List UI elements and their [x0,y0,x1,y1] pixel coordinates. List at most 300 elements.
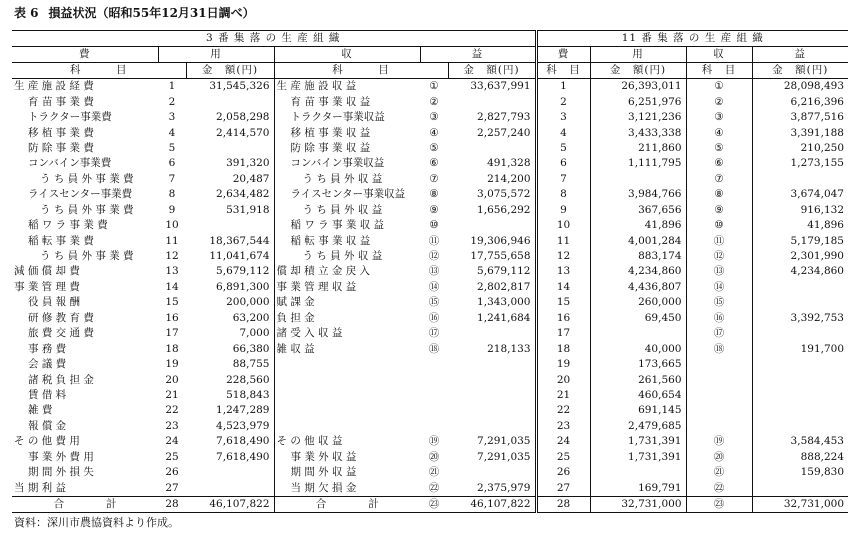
expense-item-number: 22 [165,404,179,417]
b-income-amount: 5,179,185 [790,234,844,247]
b-income-amount: 3,674,047 [790,188,844,201]
total-row [12,496,848,512]
b-expense-number: 20 [536,372,590,387]
income-item-number: ⑲ [428,435,440,448]
b-expense-number: 22 [536,403,590,418]
income-item-label: 諸 受 入 収 益 [276,327,343,340]
table-row [12,465,848,480]
income-item-label: 期 間 外 収 益 [290,466,357,479]
expense-item-label: 役 員 報 酬 [28,296,81,309]
b-expense-header: 費 [536,47,590,63]
total-label: 合 計 [274,496,420,512]
expense-item-number: 4 [168,126,176,139]
b-expense-number: 21 [536,388,590,403]
income-amount: 1,241,684 [448,311,536,326]
b-expense-number: 19 [536,357,590,372]
expense-item-number: 3 [168,111,176,124]
b-expense-amount: 173,665 [590,357,686,372]
b-expense-number: 25 [536,450,590,465]
income-item-number: ⑯ [428,311,440,324]
table-row [12,450,848,465]
expense-item-number: 13 [165,265,179,278]
item-header: 科 目 [12,63,186,79]
b-expense-amount: 3,121,236 [590,110,686,125]
income-item-label: ライスセンター事業収益 [290,188,406,201]
expense-amount [186,94,274,109]
income-amount: 19,306,946 [448,233,536,248]
table-row [12,187,848,202]
expense-amount: 5,679,112 [186,264,274,279]
income-amount: 2,827,793 [448,110,536,125]
expense-amount: 66,380 [186,341,274,356]
b-expense-amount: 2,479,685 [590,419,686,434]
table-row [12,372,848,387]
expense-amount: 2,634,482 [186,187,274,202]
income-item-number: ⑦ [429,172,439,185]
b-income-number: ⑨ [686,203,752,218]
expense-item-label: 稲 ワ ラ 事 業 費 [28,219,108,232]
income-item-label: う ち 員 外 収 益 [302,250,383,263]
expense-item-label: 稲 転 事 業 費 [28,234,94,247]
b-income-number: ⑪ [686,233,752,248]
expense-item-label: 生 産 施 設 経 費 [14,80,94,93]
income-amount [448,357,536,372]
b-expense-amount: 211,860 [590,141,686,156]
b-income-number [686,357,752,372]
b-expense-amount: 169,791 [590,480,686,496]
income-amount: 2,802,817 [448,280,536,295]
table-caption: 損益状況（昭和55年12月31日調べ） [48,6,255,20]
income-item-number: ② [429,95,439,108]
b-expense-amount: 41,896 [590,218,686,233]
b-income-amount: 191,700 [800,342,844,355]
expense-item-label: 減 価 償 却 費 [14,265,80,278]
expense-amount: 31,545,326 [186,79,274,95]
income-amount: 218,133 [448,341,536,356]
expense-item-number: 11 [165,234,179,247]
income-item-number: ⑥ [429,157,439,170]
expense-item-number: 10 [165,219,179,232]
expense-item-label: ライスセンター事業費 [28,188,133,201]
expense-item-label: コンバイン事業費 [28,157,112,170]
b-income-amount: 4,234,860 [790,265,844,278]
b-income-number [686,372,752,387]
income-item-label: 事 業 外 収 益 [290,450,357,463]
header-row-group [12,31,848,47]
b-expense-amount: 4,234,860 [590,264,686,279]
b-income-number [686,388,752,403]
expense-item-number: 2 [168,95,176,108]
b-expense-number: 27 [536,480,590,496]
income-amount [448,372,536,387]
income-item-number: ⑤ [429,141,439,154]
b-expense-number: 23 [536,419,590,434]
income-amount: 7,291,035 [448,434,536,449]
b-expense-amount: 3,433,338 [590,125,686,140]
expense-item-number: 16 [165,311,179,324]
b-expense-amount: 3,984,766 [590,187,686,202]
b-income-amount: 2,301,990 [790,250,844,263]
income-item-label: コンバイン事業収益 [290,157,385,170]
b-income-amount [752,357,848,372]
amount-header: 金 額(円) [590,63,686,79]
income-amount: 214,200 [448,172,536,187]
expense-item-label: 事 務 費 [28,342,67,355]
b-total-expense-amount: 32,731,000 [590,496,686,512]
b-expense-amount: 260,000 [590,295,686,310]
income-item-number: ⑭ [428,280,440,293]
expense-item-label: そ の 他 費 用 [14,435,80,448]
table-row [12,295,848,310]
expense-item-number: 19 [165,358,179,371]
expense-item-label: 事 業 外 費 用 [28,450,94,463]
income-amount [448,326,536,341]
expense-amount: 7,618,490 [186,450,274,465]
b-income-amount [752,280,848,295]
b-expense-amount: 40,000 [590,341,686,356]
b-income-amount [752,480,848,496]
expense-amount: 531,918 [186,203,274,218]
table-row [12,156,848,171]
income-amount [448,403,536,418]
expense-item-number: 26 [165,466,179,479]
income-amount [448,141,536,156]
b-income-amount [752,372,848,387]
expense-item-number: 20 [165,373,179,386]
expense-amount [186,218,274,233]
income-header-suffix: 益 [420,47,536,63]
income-amount: 33,637,991 [448,79,536,95]
expense-amount [186,141,274,156]
b-expense-amount [590,465,686,480]
b-income-number: ⑳ [686,450,752,465]
income-item-label: 負 担 金 [276,311,315,324]
income-item-label: そ の 他 収 益 [276,435,343,448]
b-income-amount [752,326,848,341]
b-expense-amount: 1,731,391 [590,434,686,449]
b-expense-amount: 691,145 [590,403,686,418]
expense-header: 費 [12,47,158,63]
b-expense-number: 15 [536,295,590,310]
income-item-label [274,403,420,418]
expense-item-label: 旅 費 交 通 費 [28,327,94,340]
expense-item-label: 育 苗 事 業 費 [28,95,94,108]
b-income-number: ⑧ [686,187,752,202]
table-row [12,141,848,156]
expense-item-label: 期 間 外 損 失 [28,466,94,479]
b-expense-amount: 460,654 [590,388,686,403]
table-row [12,218,848,233]
income-item-label: 償 却 積 立 金 戻 入 [276,265,371,278]
income-item-number: ① [429,80,439,93]
income-item-number: ⑨ [429,203,439,216]
expense-item-number: 7 [168,172,176,185]
table-row [12,233,848,248]
table-row [12,203,848,218]
b-expense-header-suffix: 用 [590,47,686,63]
item-header: 科 目 [274,63,448,79]
income-item-number: ⑮ [428,296,440,309]
b-expense-number: 12 [536,249,590,264]
table-row [12,403,848,418]
expense-item-label: う ち 員 外 事 業 費 [40,203,134,216]
income-item-label [274,419,420,434]
b-expense-number: 1 [536,79,590,95]
b-income-number: ⑮ [686,295,752,310]
table-row [12,388,848,403]
b-total-income-number: ㉓ [686,496,752,512]
income-item-label: う ち 員 外 収 益 [302,203,383,216]
income-amount: 1,656,292 [448,203,536,218]
b-income-number: ⑱ [686,341,752,356]
total-label: 合 計 [12,496,158,512]
expense-amount: 20,487 [186,172,274,187]
table-row [12,94,848,109]
income-item-number: ⑪ [428,234,440,247]
amount-header: 金 額(円) [186,63,274,79]
b-expense-amount: 1,111,795 [590,156,686,171]
table-row [12,480,848,496]
expense-item-label: 研 修 教 育 費 [28,311,94,324]
table-number: 表 6 [14,6,39,20]
income-amount: 2,257,240 [448,125,536,140]
expense-item-number: 18 [165,342,179,355]
header-row-columns [12,63,848,79]
b-income-number: ㉒ [686,480,752,496]
income-item-label: 稲 転 事 業 収 益 [290,234,371,247]
income-item-label: 防 除 事 業 収 益 [290,141,371,154]
expense-amount: 391,320 [186,156,274,171]
b-expense-number: 18 [536,341,590,356]
b-income-number: ㉑ [686,465,752,480]
b-income-amount: 888,224 [800,450,844,463]
b-income-number: ⑭ [686,280,752,295]
expense-item-label: 当 期 利 益 [14,481,67,494]
b-expense-amount: 4,436,807 [590,280,686,295]
b-income-amount: 210,250 [800,141,844,154]
expense-amount: 7,000 [186,326,274,341]
b-income-amount: 3,877,516 [790,111,844,124]
profit-loss-table [12,30,848,513]
income-amount: 17,755,658 [448,249,536,264]
b-income-number: ④ [686,125,752,140]
expense-item-number: 9 [168,203,176,216]
b-expense-number: 13 [536,264,590,279]
income-item-label: 生 産 施 設 収 益 [276,80,357,93]
b-expense-amount: 367,656 [590,203,686,218]
b-expense-number: 2 [536,94,590,109]
income-item-label: 事 業 管 理 収 益 [276,280,357,293]
expense-item-number: 23 [165,419,179,432]
total-number: 28 [158,496,186,512]
b-expense-number: 26 [536,465,590,480]
income-item-number [420,372,448,387]
expense-amount: 63,200 [186,311,274,326]
b-income-amount [752,419,848,434]
income-item-number: ⑬ [428,265,440,278]
b-income-number: ⑲ [686,434,752,449]
b-income-amount: 1,273,155 [790,157,844,170]
b-income-header: 収 [686,47,752,63]
income-amount: 3,075,572 [448,187,536,202]
amount-header: 金 額(円) [752,63,848,79]
expense-item-label: 賃 借 料 [28,388,67,401]
expense-item-label: トラクター事業費 [28,111,112,124]
b-income-number: ① [686,79,752,95]
b-income-number: ③ [686,110,752,125]
total-expense-amount: 46,107,822 [186,496,274,512]
income-amount: 491,328 [448,156,536,171]
b-income-amount: 41,896 [807,219,844,232]
b-expense-number: 14 [536,280,590,295]
income-item-number [420,403,448,418]
expense-item-number: 14 [165,280,179,293]
income-amount [448,388,536,403]
income-amount [448,94,536,109]
expense-item-number: 8 [168,188,176,201]
income-amount [448,465,536,480]
b-expense-number: 5 [536,141,590,156]
income-item-number: ⑩ [429,219,439,232]
expense-item-number: 27 [165,481,179,494]
b-income-number: ⑤ [686,141,752,156]
income-item-number [420,357,448,372]
expense-amount: 1,247,289 [186,403,274,418]
expense-amount: 11,041,674 [186,249,274,264]
table-row [12,172,848,187]
b-expense-amount [590,326,686,341]
b-income-amount: 3,584,453 [790,435,844,448]
table-row [12,125,848,140]
b-income-number: ⑯ [686,311,752,326]
table-row [12,357,848,372]
amount-header: 金 額(円) [448,63,536,79]
total-number: ㉓ [420,496,448,512]
b-income-amount [752,388,848,403]
expense-item-number: 21 [165,388,179,401]
expense-item-number: 12 [165,250,179,263]
income-amount: 2,375,979 [448,480,536,496]
income-item-number: ⑧ [429,188,439,201]
b-expense-number: 6 [536,156,590,171]
expense-item-number: 1 [168,80,176,93]
table-row [12,249,848,264]
expense-item-number: 6 [168,157,176,170]
expense-item-label: 防 除 事 業 費 [28,141,94,154]
expense-item-number: 17 [165,327,179,340]
b-income-number: ⑫ [686,249,752,264]
income-item-number: ④ [429,126,439,139]
income-item-label: 当 期 欠 損 金 [290,481,357,494]
b-income-number [686,403,752,418]
expense-item-label: 報 償 金 [28,419,67,432]
income-header: 収 [274,47,420,63]
expense-item-number: 25 [165,450,179,463]
expense-item-label: 会 議 費 [28,358,67,371]
b-expense-amount: 4,001,284 [590,233,686,248]
expense-item-label: 事 業 管 理 費 [14,280,80,293]
expense-amount: 228,560 [186,372,274,387]
expense-amount: 2,414,570 [186,125,274,140]
expense-amount: 7,618,490 [186,434,274,449]
b-income-amount: 3,391,188 [790,126,844,139]
b-expense-amount: 69,450 [590,311,686,326]
table-title [14,4,265,21]
b-income-amount: 28,098,493 [783,80,844,93]
table-row [12,419,848,434]
income-item-label: トラクター事業収益 [290,111,385,124]
b-total-number: 28 [536,496,590,512]
table-row [12,280,848,295]
table-row [12,110,848,125]
expense-amount: 518,843 [186,388,274,403]
b-expense-amount: 261,560 [590,372,686,387]
b-expense-amount: 26,393,011 [590,79,686,95]
income-amount: 5,679,112 [448,264,536,279]
expense-amount [186,465,274,480]
b-expense-number: 11 [536,233,590,248]
income-item-number [420,419,448,434]
expense-amount [186,480,274,496]
b-income-amount: 6,216,396 [790,95,844,108]
income-item-number: ⑫ [428,250,440,263]
table-row [12,264,848,279]
income-item-label: う ち 員 外 収 益 [302,172,383,185]
b-income-amount [752,295,848,310]
expense-item-label: う ち 員 外 事 業 費 [40,250,134,263]
income-item-label [274,372,420,387]
expense-item-label: 移 植 事 業 費 [28,126,94,139]
b-income-amount: 916,132 [800,203,844,216]
expense-header-suffix: 用 [158,47,274,63]
table-row [12,434,848,449]
income-item-number: ⑳ [428,450,440,463]
expense-amount: 200,000 [186,295,274,310]
b-income-header-suffix: 益 [752,47,848,63]
expense-amount: 6,891,300 [186,280,274,295]
income-item-label [274,388,420,403]
income-amount [448,218,536,233]
b-expense-number: 4 [536,125,590,140]
b-total-income-amount: 32,731,000 [752,496,848,512]
b-expense-amount [590,172,686,187]
header-row-type [12,47,848,63]
b-income-amount [752,403,848,418]
b-income-number: ② [686,94,752,109]
b-income-number: ⑬ [686,264,752,279]
b-expense-number: 24 [536,434,590,449]
income-item-number: ㉑ [428,466,440,479]
b-expense-amount: 1,731,391 [590,450,686,465]
table-row [12,311,848,326]
income-amount: 7,291,035 [448,450,536,465]
income-amount [448,419,536,434]
table-row [12,326,848,341]
income-amount: 1,343,000 [448,295,536,310]
item-header-short: 科 目 [686,63,752,79]
expense-item-label: う ち 員 外 事 業 費 [40,172,134,185]
b-expense-amount: 6,251,976 [590,94,686,109]
b-income-number: ⑩ [686,218,752,233]
group-header-3: 3 番 集 落 の 生 産 組 織 [12,31,536,47]
income-item-number [420,388,448,403]
source-note: 資料：深川市農協資料より作成。 [14,516,179,529]
b-expense-number: 7 [536,172,590,187]
item-header-short: 科 目 [536,63,590,79]
b-income-number: ⑰ [686,326,752,341]
b-income-number: ⑥ [686,156,752,171]
expense-item-number: 5 [168,141,176,154]
